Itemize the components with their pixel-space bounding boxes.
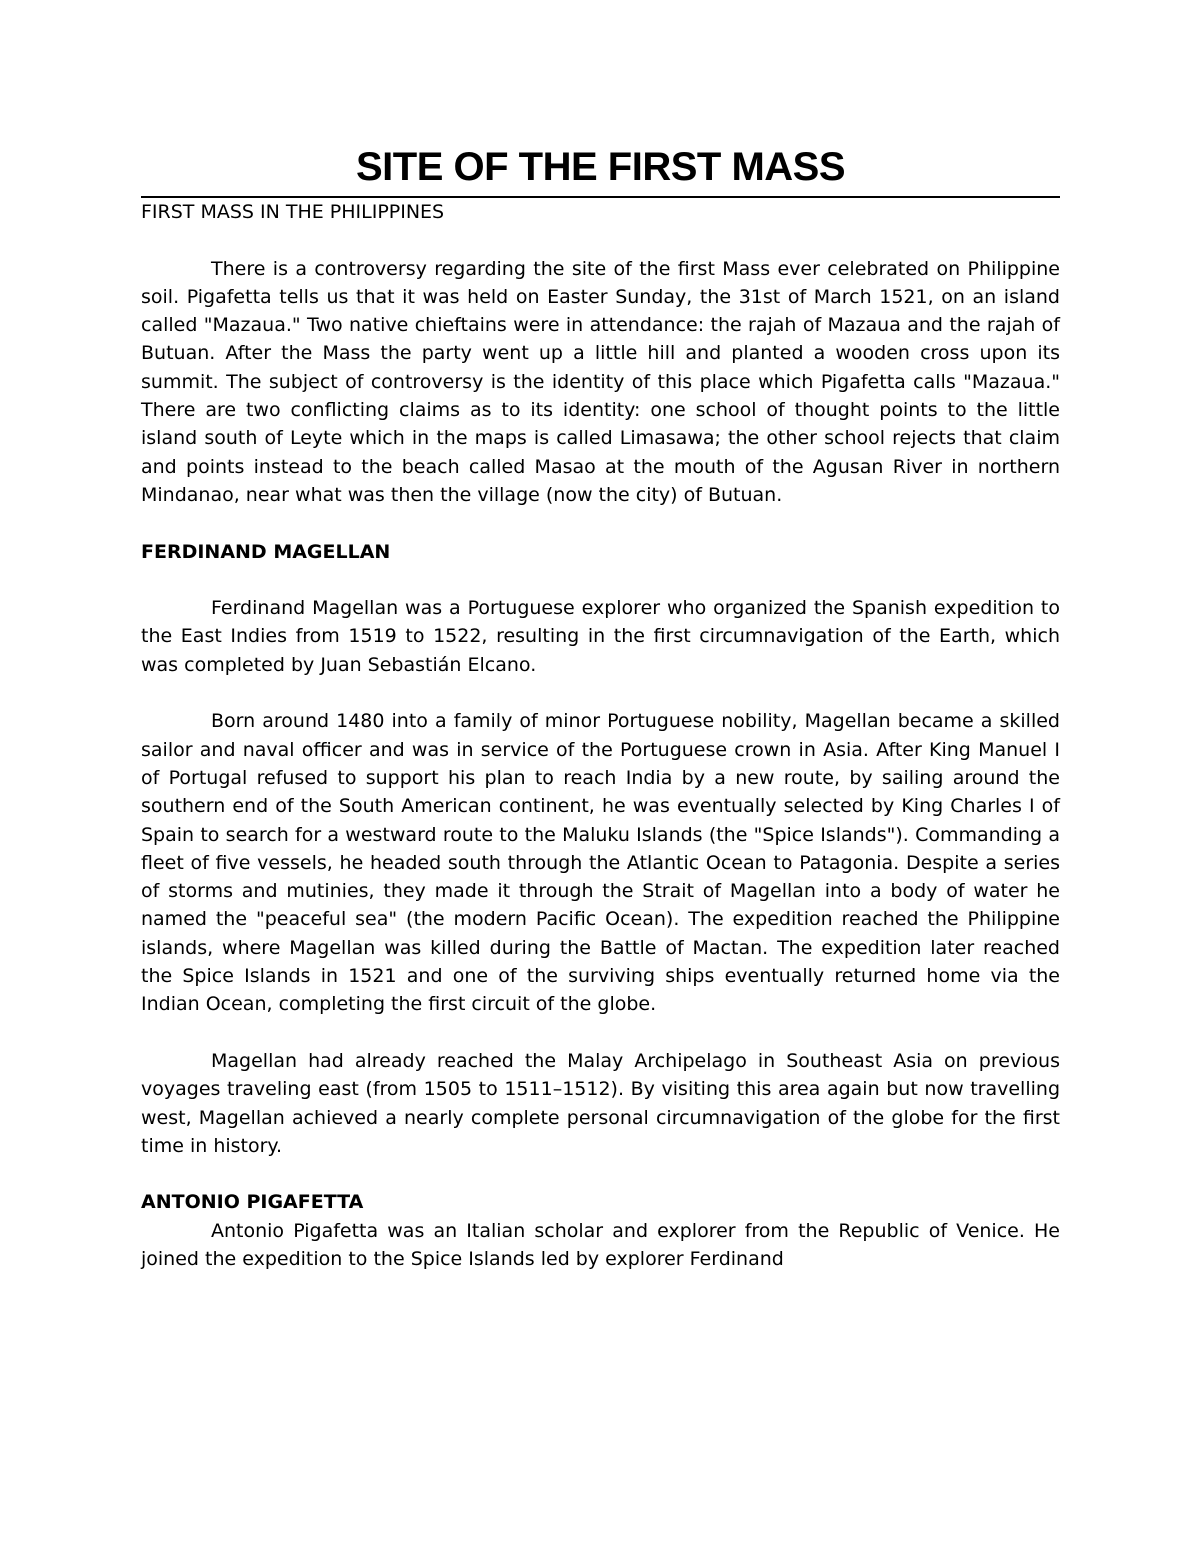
section-heading: ANTONIO PIGAFETTA	[141, 1191, 364, 1214]
paragraph: Born around 1480 into a family of minor Portuguese nobility, Magellan became a skilled sailor and naval officer and was in service of the Portuguese crown in Asia. After King Manuel I of Portugal refused to support his plan to reach India by a new route, by sailing around the southern end of the South American continent, he was eventually selected by King Charles I of Spain to search for a westward route to the Maluku Islands (the "Spice Islands"). Commanding a fleet of five vessels, he headed south through the Atlantic Ocean to Patagonia. Despite a series of storms and mutinies, they made it through the Strait of Magellan into a body of water he named the "peaceful sea" (the modern Pacific Ocean). The expedition reached the Philippine islands, where Magellan was killed during the Battle of Mactan. The expedition later reached the Spice Islands in 1521 and one of the surviving ships eventually returned home via the Indian Ocean, completing the first circuit of the globe.	[141, 710, 1060, 1016]
paragraph: There is a controversy regarding the site of the first Mass ever celebrated on Philippine soil. Pigafetta tells us that it was held on Easter Sunday, the 31st of March 1521, on an island called "Mazaua." Two native chieftains were in attendance: the rajah of Mazaua and the rajah of Butuan. After the Mass the party went up a little hill and planted a wooden cross upon its summit. The subject of controversy is the identity of this place which Pigafetta calls "Mazaua." There are two conflicting claims as to its identity: one school of thought points to the little island south of Leyte which in the maps is called Limasawa; the other school rejects that claim and points instead to the beach called Masao at the mouth of the Agusan River in northern Mindanao, near what was then the village (now the city) of Butuan.	[141, 257, 1060, 506]
section-first-mass	[141, 198, 1060, 509]
section-ferdinand-magellan	[141, 538, 1060, 1161]
section-heading: FERDINAND MAGELLAN	[141, 540, 391, 563]
paragraph: Antonio Pigafetta was an Italian scholar and explorer from the Republic of Venice. He joined the expedition to the Spice Islands led by explorer Ferdinand	[141, 1219, 1060, 1270]
section-heading: FIRST MASS IN THE PHILIPPINES	[141, 201, 445, 223]
section-antonio-pigafetta	[141, 1188, 1060, 1273]
document-body	[141, 198, 1060, 1273]
document-title: SITE OF THE FIRST MASS	[355, 145, 846, 189]
paragraph: Magellan had already reached the Malay Archipelago in Southeast Asia on previous voyages traveling east (from 1505 to 1511–1512). By visiting this area again but now travelling west, Magellan achieved a nearly complete personal circumnavigation of the globe for the first time in history.	[141, 1049, 1060, 1157]
paragraph: Ferdinand Magellan was a Portuguese explorer who organized the Spanish expedition to the East Indies from 1519 to 1522, resulting in the first circumnavigation of the Earth, which was completed by Juan Sebastián Elcano.	[141, 597, 1060, 676]
